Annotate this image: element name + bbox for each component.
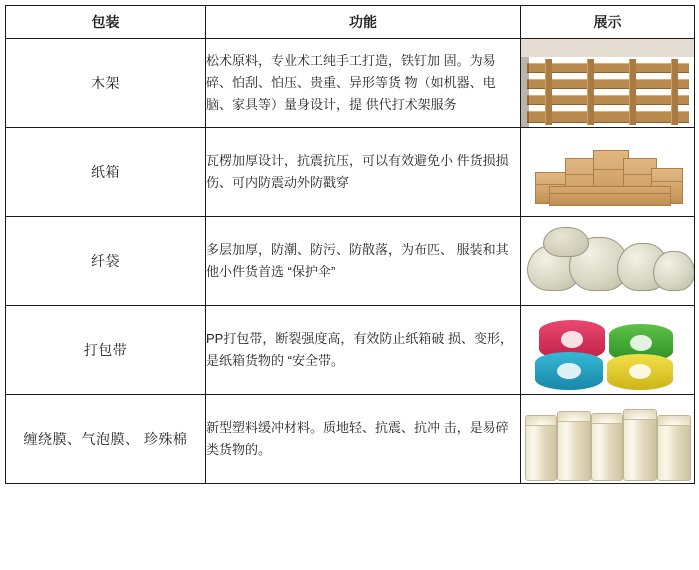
- cell-display-image: [521, 395, 695, 484]
- cell-packaging-name: 纤袋: [6, 217, 206, 306]
- table-row: [6, 39, 695, 128]
- cell-display-image: [521, 128, 695, 217]
- packaging-table: [5, 5, 695, 484]
- cell-function-text: 新型塑料缓冲材料。质地轻、抗震、抗冲 击，是易碎类货物的。: [206, 395, 521, 484]
- header-function: 功能: [206, 6, 521, 39]
- table-header-row: [6, 6, 695, 39]
- cell-function-text: 松术原料，专业术工纯手工打造，铁钉加 固。为易碎、怕刮、怕压、贵重、异形等货 物（如机器、电脑、家具等）量身设计，提 供代打术架服务: [206, 39, 521, 128]
- carton-boxes-photo: [521, 128, 694, 216]
- table-row: [6, 217, 695, 306]
- strapping-reels-photo: [521, 306, 694, 394]
- header-packaging: 包装: [6, 6, 206, 39]
- table-row: [6, 395, 695, 484]
- cell-packaging-name: 纸箱: [6, 128, 206, 217]
- cell-display-image: [521, 217, 695, 306]
- cell-packaging-name: 缠绕膜、气泡膜、 珍殊棉: [6, 395, 206, 484]
- table-row: [6, 128, 695, 217]
- cell-function-text: 多层加厚，防潮、防污、防散落，为布匹、 服装和其他小件货首选 “保护伞”: [206, 217, 521, 306]
- cell-packaging-name: 木架: [6, 39, 206, 128]
- wooden-crate-photo: [521, 39, 694, 127]
- woven-bags-photo: [521, 217, 694, 305]
- cell-function-text: 瓦楞加厚设计，抗震抗压，可以有效避免小 件货损损伤、可内防震动外防戳穿: [206, 128, 521, 217]
- cell-display-image: [521, 306, 695, 395]
- table-row: [6, 306, 695, 395]
- header-display: 展示: [521, 6, 695, 39]
- cell-packaging-name: 打包带: [6, 306, 206, 395]
- cell-function-text: PP打包带，断裂强度高，有效防止纸箱破 损、变形，是纸箱货物的 “安全带。: [206, 306, 521, 395]
- cell-display-image: [521, 39, 695, 128]
- stretch-film-rolls-photo: [521, 395, 694, 483]
